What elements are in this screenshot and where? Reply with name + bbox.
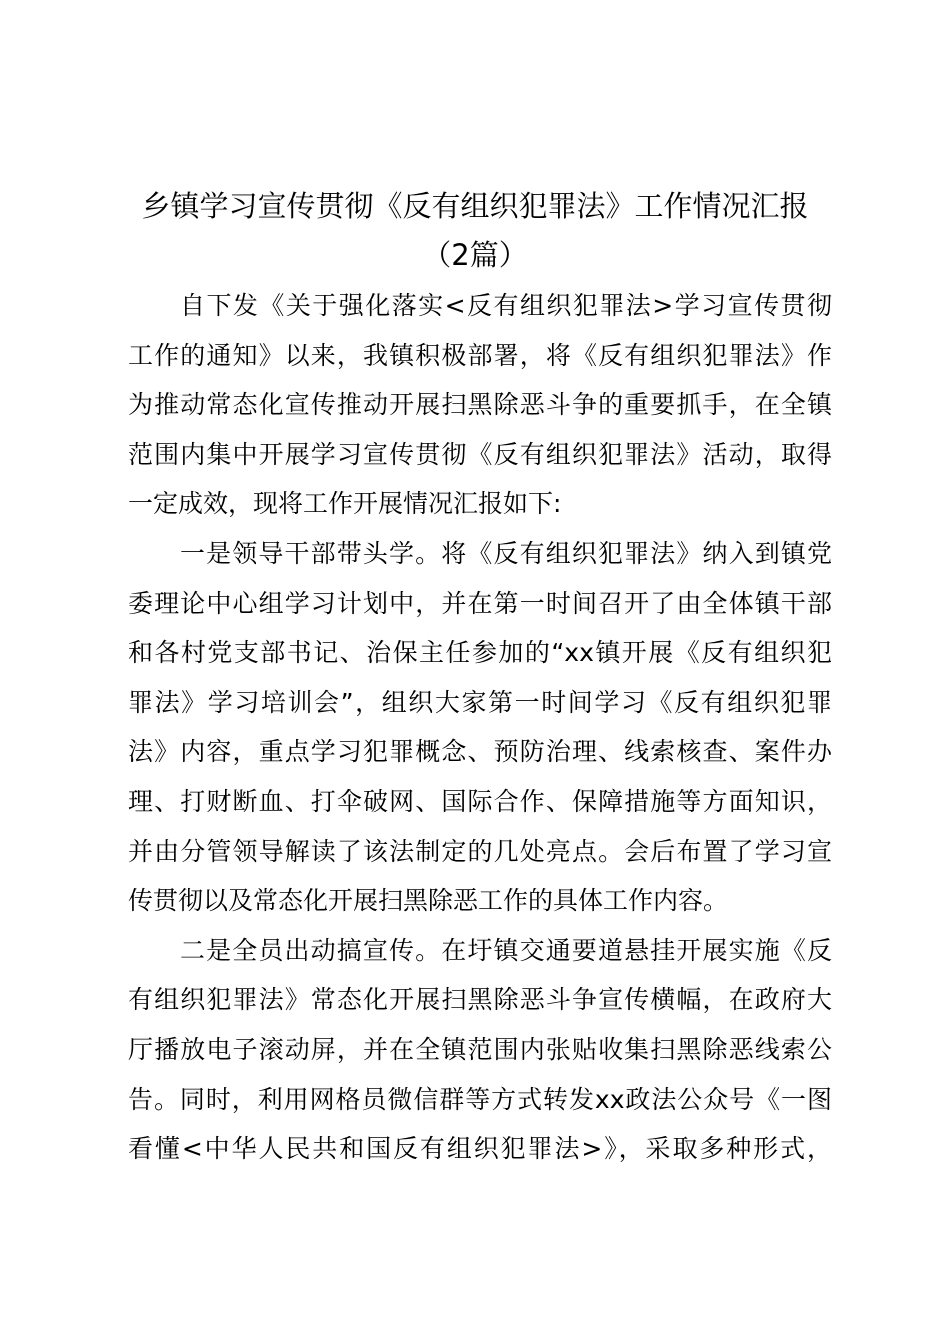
paragraph-3-line: 二是全员出动搞宣传。在圩镇交通要道悬挂开展实施《反 (180, 935, 832, 965)
paragraph-2-line: 并由分管领导解读了该法制定的几处亮点。会后布置了学习宣 (128, 836, 832, 866)
document-subtitle: （2篇） (422, 238, 528, 272)
paragraph-1-line: 自下发《关于强化落实<反有组织犯罪法>学习宣传贯彻 (180, 291, 832, 320)
paragraph-2-line: 委理论中心组学习计划中，并在第一时间召开了由全体镇干部 (128, 588, 832, 618)
paragraph-2-line: 罪法》学习培训会”，组织大家第一时间学习《反有组织犯罪 (128, 687, 832, 717)
paragraph-2-line: 法》内容，重点学习犯罪概念、预防治理、线索核查、案件办 (128, 737, 832, 767)
paragraph-1-line: 范围内集中开展学习宣传贯彻《反有组织犯罪法》活动，取得 (128, 439, 832, 469)
paragraph-2-line: 和各村党支部书记、治保主任参加的“xx镇开展《反有组织犯 (128, 638, 832, 668)
paragraph-1-line: 为推动常态化宣传推动开展扫黑除恶斗争的重要抓手，在全镇 (128, 390, 832, 420)
paragraph-2-line: 理、打财断血、打伞破网、国际合作、保障措施等方面知识， (128, 786, 832, 816)
paragraph-1-line: 一定成效，现将工作开展情况汇报如下: (128, 489, 562, 519)
paragraph-3-line: 看懂<中华人民共和国反有组织犯罪法>》，采取多种形式， (128, 1134, 832, 1164)
paragraph-2-line: 一是领导干部带头学。将《反有组织犯罪法》纳入到镇党 (180, 538, 832, 568)
document-body (128, 281, 832, 1174)
document-title: 乡镇学习宣传贯彻《反有组织犯罪法》工作情况汇报 (141, 189, 809, 223)
paragraph-3-line: 有组织犯罪法》常态化开展扫黑除恶斗争宣传横幅，在政府大 (128, 985, 832, 1015)
paragraph-1-line: 工作的通知》以来，我镇积极部署，将《反有组织犯罪法》作 (128, 340, 832, 370)
paragraph-3-line: 厅播放电子滚动屏，并在全镇范围内张贴收集扫黑除恶线索公 (128, 1034, 832, 1064)
paragraph-3-line: 告。同时，利用网格员微信群等方式转发xx政法公众号《一图 (128, 1084, 832, 1114)
paragraph-2-line: 传贯彻以及常态化开展扫黑除恶工作的具体工作内容。 (128, 886, 729, 916)
